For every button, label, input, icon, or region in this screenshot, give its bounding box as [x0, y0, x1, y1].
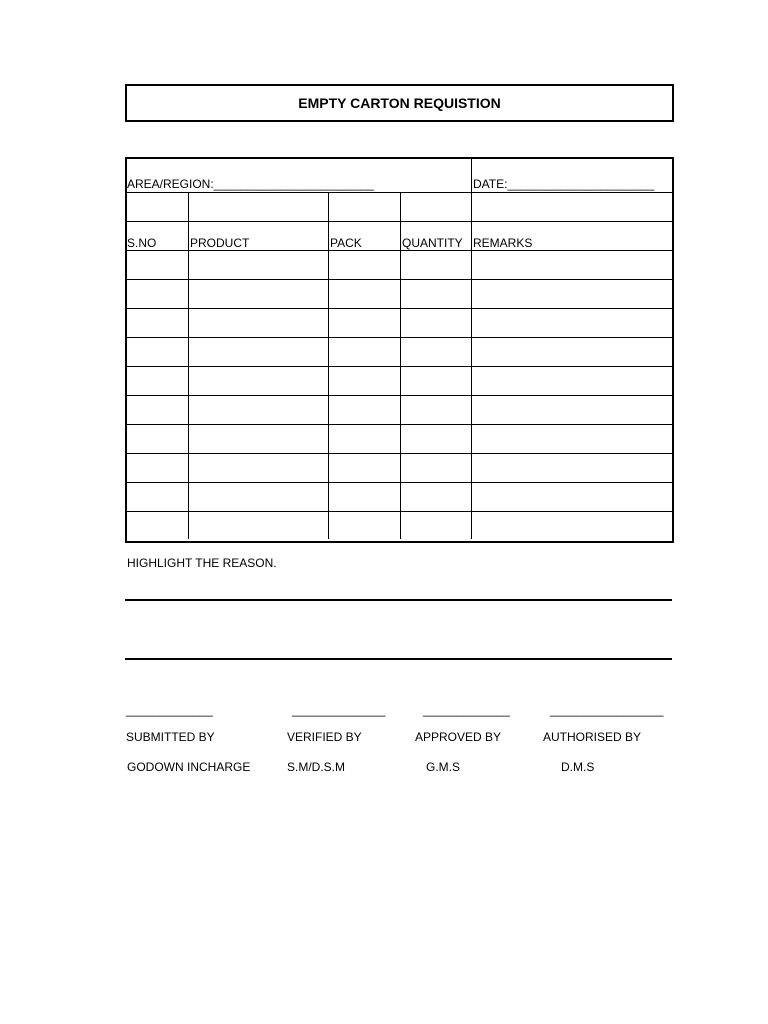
requisition-table — [125, 157, 674, 543]
role-verified-by: VERIFIED BY — [287, 730, 362, 744]
designation-godown-incharge: GODOWN INCHARGE — [127, 760, 251, 774]
reason-label: HIGHLIGHT THE REASON. — [127, 556, 277, 570]
column-header-sno: S.NO — [127, 236, 157, 250]
role-approved-by: APPROVED BY — [415, 730, 502, 744]
column-header-product: PRODUCT — [190, 236, 250, 250]
reason-line-1[interactable] — [125, 599, 672, 601]
column-divider — [188, 192, 189, 539]
date-field[interactable]: DATE:______________________ — [473, 177, 655, 191]
column-header-remarks: REMARKS — [473, 236, 533, 250]
signature-line-approved[interactable]: _____________ — [423, 703, 510, 717]
column-header-pack: PACK — [330, 236, 362, 250]
column-divider — [328, 192, 329, 539]
column-divider — [400, 192, 401, 539]
designation-sm-dsm: S.M/D.S.M — [287, 760, 346, 774]
form-title-box — [125, 84, 674, 122]
signature-line-verified[interactable]: ______________ — [292, 703, 386, 717]
reason-line-2[interactable] — [125, 658, 672, 660]
signature-line-authorised[interactable]: _________________ — [550, 703, 664, 717]
signature-line-submitted[interactable]: _____________ — [126, 703, 213, 717]
designation-dms: D.M.S — [561, 760, 595, 774]
form-title: EMPTY CARTON REQUISTION — [298, 95, 501, 111]
role-submitted-by: SUBMITTED BY — [126, 730, 215, 744]
area-region-field[interactable]: AREA/REGION:________________________ — [127, 177, 374, 191]
column-divider — [471, 159, 472, 539]
designation-gms: G.M.S — [426, 760, 461, 774]
role-authorised-by: AUTHORISED BY — [543, 730, 642, 744]
column-header-quantity: QUANTITY — [402, 236, 463, 250]
